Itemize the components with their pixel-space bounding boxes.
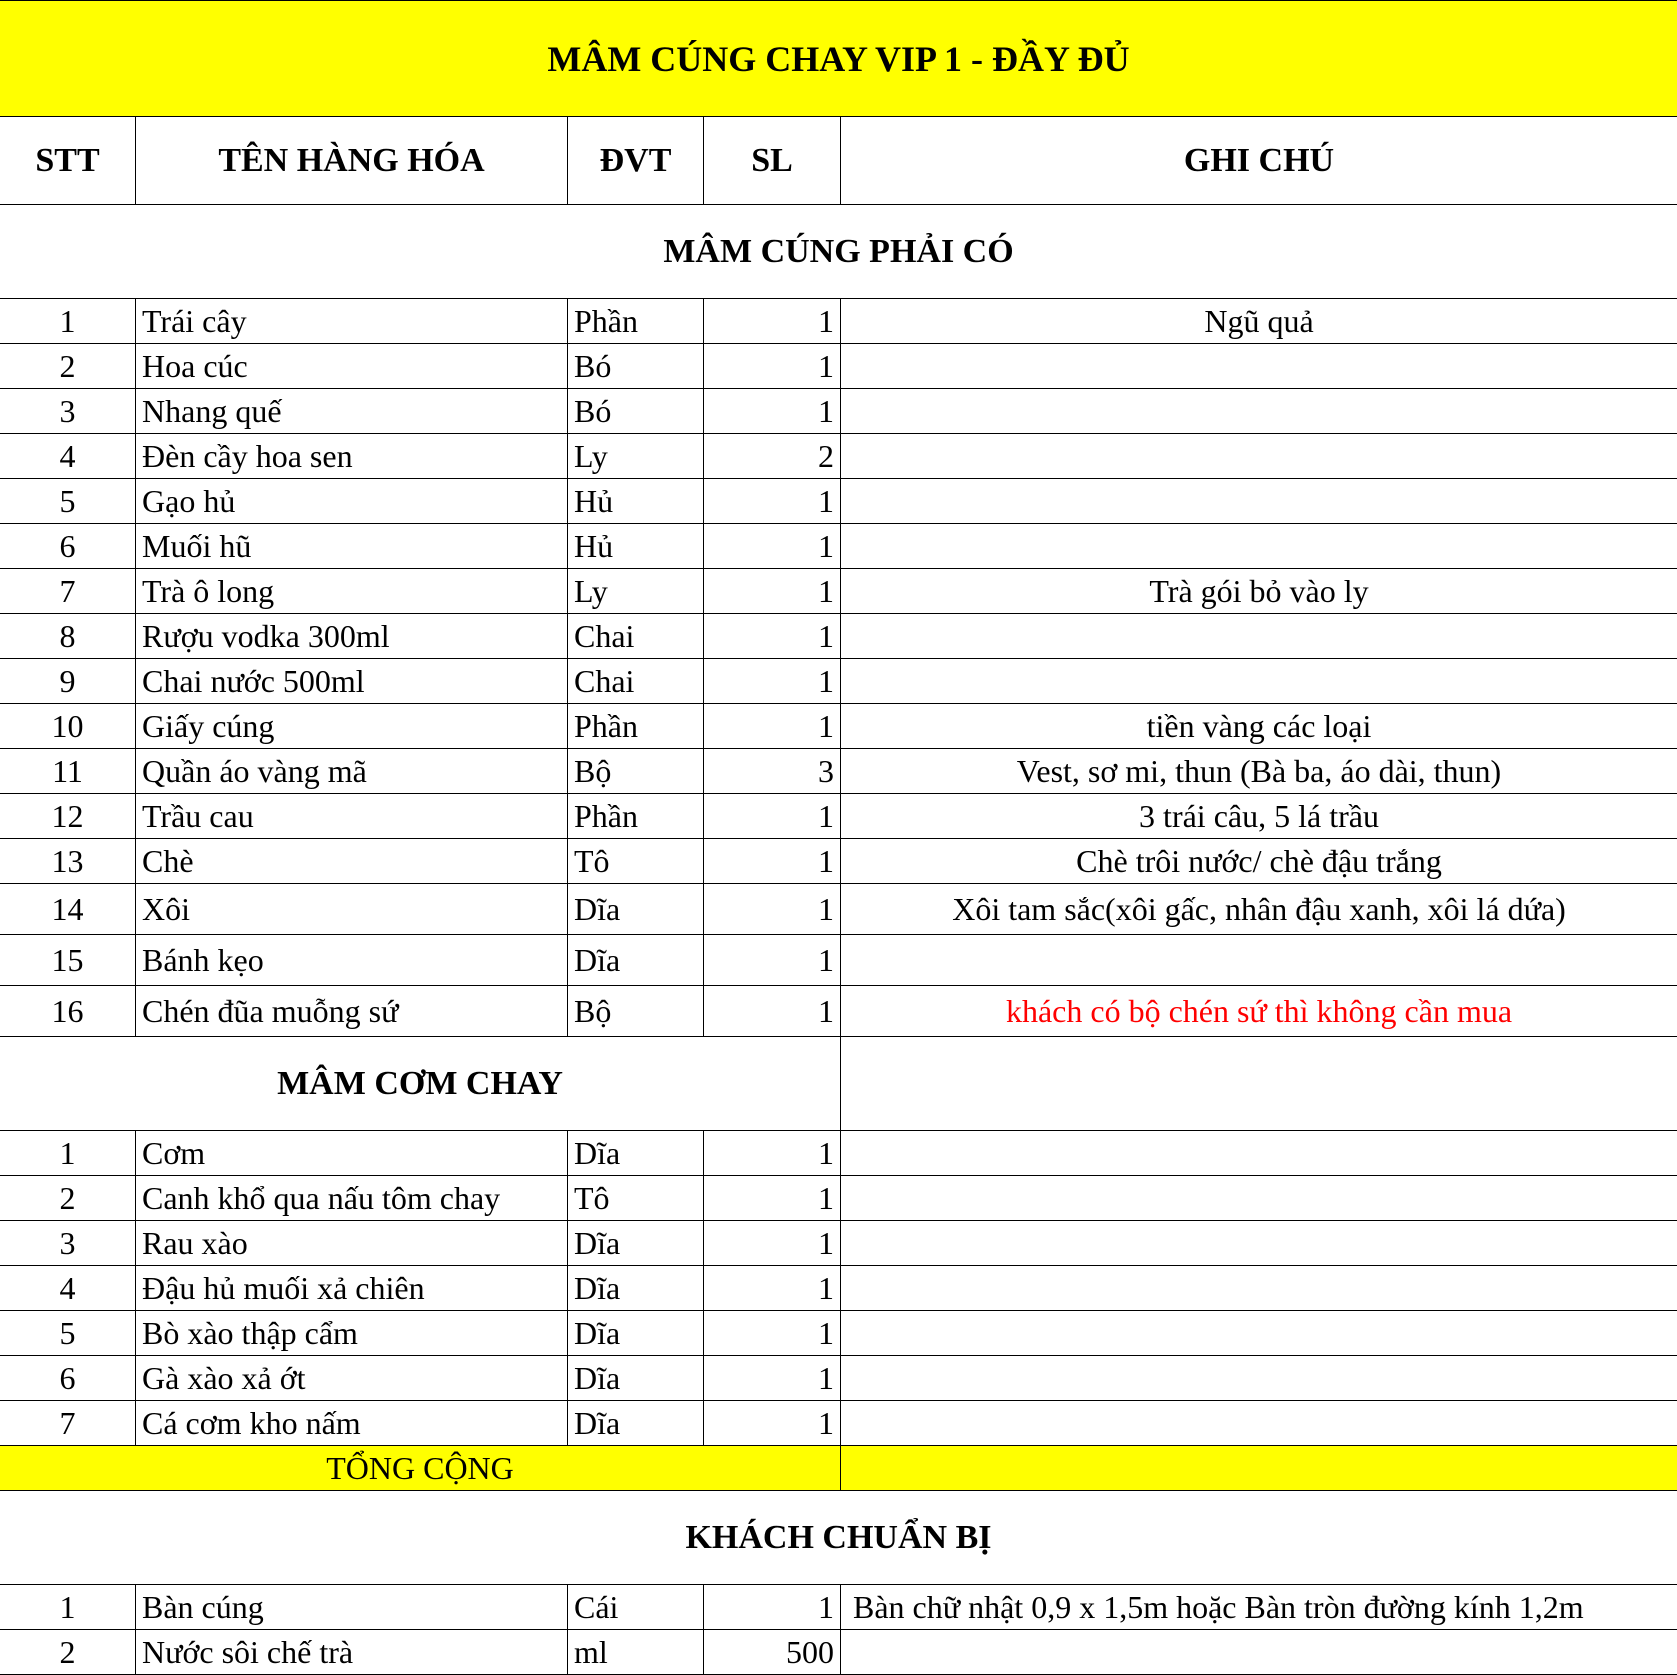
table-row	[0, 884, 1677, 935]
cell-unit: Bó	[568, 389, 704, 433]
cell-note: Trà gói bỏ vào ly	[1149, 572, 1369, 609]
cell-stt: 4	[0, 1266, 136, 1310]
column-header-row	[0, 117, 1677, 205]
cell-name: Cơm	[136, 1131, 568, 1175]
cell-qty: 1	[704, 1266, 841, 1310]
table-row	[0, 524, 1677, 569]
cell-note	[841, 659, 1677, 703]
cell-name: Bò xào thập cẩm	[136, 1311, 568, 1355]
cell-name: Đèn cầy hoa sen	[136, 434, 568, 478]
cell-name: Rau xào	[136, 1221, 568, 1265]
table-row	[0, 434, 1677, 479]
cell-stt: 8	[0, 614, 136, 658]
cell-unit: Ly	[568, 434, 704, 478]
table-row	[0, 1630, 1677, 1675]
table-row	[0, 986, 1677, 1037]
cell-qty: 1	[704, 839, 841, 883]
table-row	[0, 1266, 1677, 1311]
cell-stt: 3	[0, 1221, 136, 1265]
cell-note	[841, 1401, 1677, 1445]
cell-name: Canh khổ qua nấu tôm chay	[136, 1176, 568, 1220]
cell-qty: 1	[704, 614, 841, 658]
section-title-row	[0, 1491, 1677, 1585]
table-row	[0, 1176, 1677, 1221]
cell-unit: Dĩa	[568, 935, 704, 985]
cell-name: Chén đũa muỗng sứ	[136, 986, 568, 1036]
cell-note	[841, 935, 1677, 985]
cell-stt: 13	[0, 839, 136, 883]
table-row	[0, 794, 1677, 839]
cell-unit: Bộ	[568, 986, 704, 1036]
cell-name: Trái cây	[136, 299, 568, 343]
cell-stt: 5	[0, 479, 136, 523]
cell-stt: 6	[0, 524, 136, 568]
cell-unit: Chai	[568, 659, 704, 703]
cell-unit: Dĩa	[568, 1131, 704, 1175]
cell-note	[841, 1266, 1677, 1310]
cell-qty: 1	[704, 1585, 841, 1629]
cell-unit: Dĩa	[568, 1311, 704, 1355]
cell-qty: 1	[704, 935, 841, 985]
cell-stt: 2	[0, 1176, 136, 1220]
cell-note	[841, 344, 1677, 388]
cell-unit: Hủ	[568, 524, 704, 568]
cell-qty: 1	[704, 704, 841, 748]
sheet-title-row	[0, 0, 1677, 117]
table-row	[0, 1585, 1677, 1630]
header-stt: STT	[0, 117, 136, 204]
header-qty: SL	[704, 117, 841, 204]
cell-stt: 2	[0, 344, 136, 388]
cell-note: Bàn chữ nhật 0,9 x 1,5m hoặc Bàn tròn đường kính 1,2m	[853, 1588, 1584, 1625]
cell-qty: 1	[704, 1221, 841, 1265]
total-row	[0, 1446, 1677, 1491]
section-title: KHÁCH CHUẨN BỊ	[685, 1518, 992, 1556]
cell-unit: Bộ	[568, 749, 704, 793]
cell-unit: Tô	[568, 1176, 704, 1220]
total-value	[841, 1446, 1677, 1490]
cell-name: Quần áo vàng mã	[136, 749, 568, 793]
table-row	[0, 1311, 1677, 1356]
cell-note	[841, 1630, 1677, 1674]
cell-name: Rượu vodka 300ml	[136, 614, 568, 658]
header-name: TÊN HÀNG HÓA	[136, 117, 568, 204]
table-row	[0, 389, 1677, 434]
cell-stt: 4	[0, 434, 136, 478]
cell-stt: 6	[0, 1356, 136, 1400]
cell-stt: 12	[0, 794, 136, 838]
cell-unit: Cái	[568, 1585, 704, 1629]
section-title-row	[0, 1037, 1677, 1131]
cell-unit: Bó	[568, 344, 704, 388]
cell-unit: Chai	[568, 614, 704, 658]
cell-qty: 1	[704, 299, 841, 343]
cell-unit: Tô	[568, 839, 704, 883]
cell-qty: 3	[704, 749, 841, 793]
cell-stt: 5	[0, 1311, 136, 1355]
cell-stt: 15	[0, 935, 136, 985]
cell-stt: 2	[0, 1630, 136, 1674]
cell-stt: 3	[0, 389, 136, 433]
cell-unit: ml	[568, 1630, 704, 1674]
cell-unit: Dĩa	[568, 1401, 704, 1445]
cell-qty: 1	[704, 569, 841, 613]
cell-name: Giấy cúng	[136, 704, 568, 748]
cell-name: Nước sôi chế trà	[136, 1630, 568, 1674]
header-note: GHI CHÚ	[1183, 141, 1335, 179]
cell-stt: 1	[0, 1131, 136, 1175]
cell-note	[841, 389, 1677, 433]
cell-stt: 9	[0, 659, 136, 703]
cell-unit: Dĩa	[568, 1356, 704, 1400]
cell-name: Chè	[136, 839, 568, 883]
cell-qty: 1	[704, 659, 841, 703]
cell-qty: 1	[704, 986, 841, 1036]
cell-name: Hoa cúc	[136, 344, 568, 388]
cell-note: tiền vàng các loại	[1146, 707, 1372, 744]
cell-name: Gạo hủ	[136, 479, 568, 523]
cell-name: Gà xào xả ớt	[136, 1356, 568, 1400]
cell-note	[841, 614, 1677, 658]
cell-qty: 1	[704, 479, 841, 523]
cell-unit: Dĩa	[568, 1221, 704, 1265]
cell-unit: Ly	[568, 569, 704, 613]
cell-name: Chai nước 500ml	[136, 659, 568, 703]
cell-stt: 1	[0, 299, 136, 343]
cell-note: Chè trôi nước/ chè đậu trắng	[1076, 842, 1442, 879]
cell-stt: 10	[0, 704, 136, 748]
cell-unit: Hủ	[568, 479, 704, 523]
cell-name: Bánh kẹo	[136, 935, 568, 985]
cell-qty: 1	[704, 884, 841, 934]
cell-note	[841, 1221, 1677, 1265]
cell-note	[841, 479, 1677, 523]
cell-note: Xôi tam sắc(xôi gấc, nhân đậu xanh, xôi lá dứa)	[952, 890, 1566, 927]
table-row	[0, 749, 1677, 794]
header-unit: ĐVT	[568, 117, 704, 204]
table-row	[0, 1131, 1677, 1176]
table-row	[0, 1401, 1677, 1446]
cell-qty: 1	[704, 1356, 841, 1400]
cell-qty: 1	[704, 1311, 841, 1355]
table-row	[0, 935, 1677, 986]
cell-name: Cá cơm kho nấm	[136, 1401, 568, 1445]
section-title-row	[0, 205, 1677, 299]
cell-note: Ngũ quả	[1204, 302, 1314, 339]
cell-qty: 1	[704, 794, 841, 838]
cell-unit: Phần	[568, 704, 704, 748]
cell-qty: 500	[704, 1630, 841, 1674]
cell-name: Trà ô long	[136, 569, 568, 613]
cell-unit: Dĩa	[568, 1266, 704, 1310]
table-row	[0, 659, 1677, 704]
cell-name: Nhang quế	[136, 389, 568, 433]
cell-stt: 11	[0, 749, 136, 793]
cell-unit: Dĩa	[568, 884, 704, 934]
cell-note	[841, 1176, 1677, 1220]
cell-qty: 1	[704, 389, 841, 433]
cell-stt: 14	[0, 884, 136, 934]
table-row	[0, 614, 1677, 659]
cell-name: Đậu hủ muối xả chiên	[136, 1266, 568, 1310]
cell-note	[841, 434, 1677, 478]
cell-qty: 2	[704, 434, 841, 478]
cell-qty: 1	[704, 1176, 841, 1220]
table-row	[0, 704, 1677, 749]
cell-unit: Phần	[568, 299, 704, 343]
cell-name: Trầu cau	[136, 794, 568, 838]
empty-cell	[841, 1037, 1677, 1130]
cell-stt: 7	[0, 1401, 136, 1445]
cell-name: Bàn cúng	[136, 1585, 568, 1629]
cell-name: Xôi	[136, 884, 568, 934]
cell-note	[841, 1131, 1677, 1175]
cell-name: Muối hũ	[136, 524, 568, 568]
cell-note	[841, 524, 1677, 568]
total-label: TỔNG CỘNG	[0, 1446, 841, 1490]
table-row	[0, 1221, 1677, 1266]
cell-note: khách có bộ chén sứ thì không cần mua	[1005, 992, 1513, 1029]
cell-qty: 1	[704, 524, 841, 568]
table-row	[0, 299, 1677, 344]
cell-unit: Phần	[568, 794, 704, 838]
table-row	[0, 839, 1677, 884]
table-row	[0, 1356, 1677, 1401]
cell-qty: 1	[704, 1401, 841, 1445]
section-title: MÂM CÚNG PHẢI CÓ	[663, 232, 1014, 270]
section-title: MÂM CƠM CHAY	[0, 1037, 841, 1130]
cell-stt: 7	[0, 569, 136, 613]
table-row	[0, 344, 1677, 389]
cell-qty: 1	[704, 1131, 841, 1175]
cell-qty: 1	[704, 344, 841, 388]
cell-note: 3 trái câu, 5 lá trầu	[1139, 797, 1379, 834]
cell-note: Vest, sơ mi, thun (Bà ba, áo dài, thun)	[1016, 752, 1502, 789]
sheet-title: MÂM CÚNG CHAY VIP 1 - ĐẦY ĐỦ	[547, 38, 1130, 79]
table-row	[0, 569, 1677, 614]
table-row	[0, 479, 1677, 524]
cell-note	[841, 1311, 1677, 1355]
cell-note	[841, 1356, 1677, 1400]
cell-stt: 1	[0, 1585, 136, 1629]
cell-stt: 16	[0, 986, 136, 1036]
